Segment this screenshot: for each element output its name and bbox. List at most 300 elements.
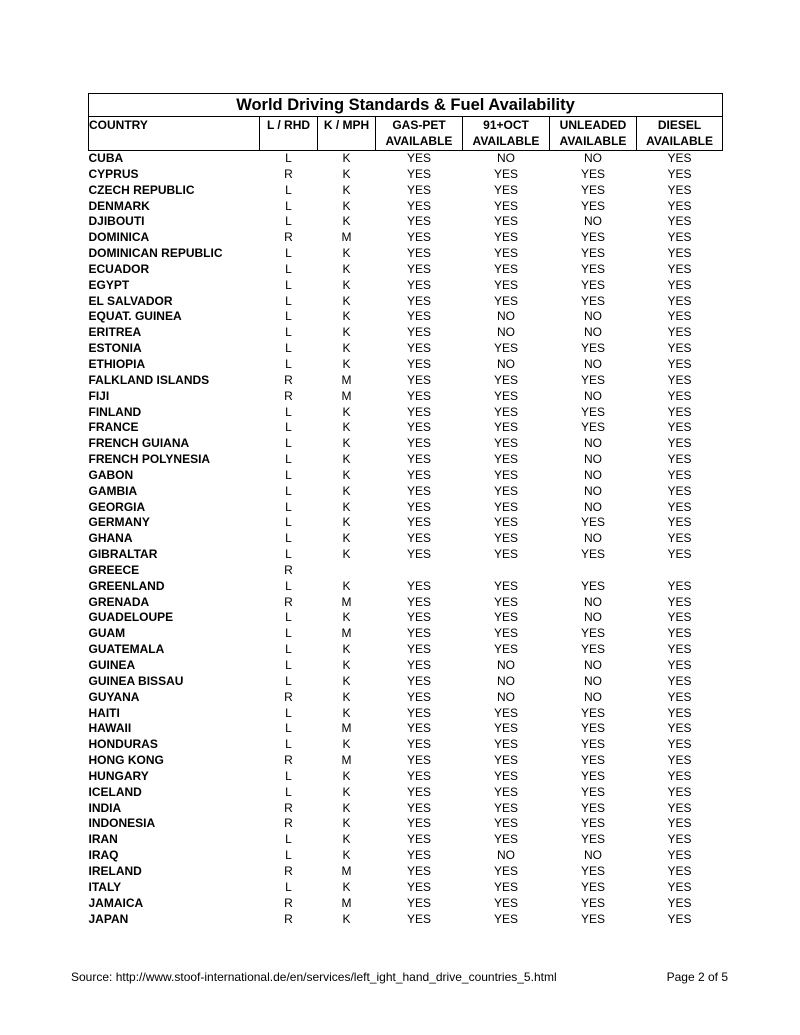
country-cell: HAITI (88, 705, 120, 720)
unleaded-cell: NO (584, 483, 602, 498)
diesel-cell: YES (667, 214, 692, 229)
gaspet-cell: YES (406, 737, 431, 752)
rhd-cell: L (285, 182, 292, 197)
unleaded-cell: NO (584, 151, 602, 165)
diesel-cell: YES (667, 784, 692, 799)
table-row (89, 246, 723, 262)
diesel-cell: YES (667, 372, 692, 387)
kmph-cell: K (342, 182, 351, 197)
oct-cell: YES (493, 753, 518, 768)
table-row (89, 721, 723, 737)
table-row (89, 420, 723, 436)
oct-cell: YES (493, 214, 518, 229)
diesel-cell: YES (667, 151, 692, 165)
rhd-cell: R (284, 816, 293, 831)
rhd-cell: R (284, 689, 293, 704)
unleaded-cell: YES (580, 879, 605, 894)
table-row (89, 294, 723, 310)
table-row (89, 896, 723, 912)
table-row (89, 214, 723, 230)
unleaded-cell: NO (584, 594, 602, 609)
kmph-cell: M (341, 230, 352, 245)
unleaded-cell: YES (580, 182, 605, 197)
diesel-cell: YES (667, 420, 692, 435)
table-row (89, 785, 723, 801)
gaspet-cell: YES (406, 800, 431, 815)
kmph-cell: K (342, 547, 351, 562)
unleaded-cell: NO (584, 658, 602, 672)
gaspet-cell: YES (406, 182, 431, 197)
rhd-cell: L (285, 499, 292, 514)
table-row (89, 880, 723, 896)
gaspet-cell: YES (406, 768, 431, 783)
kmph-cell: K (342, 658, 351, 672)
country-cell: GUADELOUPE (88, 610, 174, 625)
gaspet-cell (376, 563, 463, 579)
unleaded-cell: YES (580, 784, 605, 799)
gaspet-cell: YES (406, 356, 431, 371)
table-row (89, 626, 723, 642)
table-title: World Driving Standards & Fuel Availability (89, 94, 723, 117)
oct-cell: NO (497, 848, 515, 863)
oct-cell (463, 563, 550, 579)
country-cell: GHANA (88, 531, 133, 546)
diesel-cell: YES (667, 277, 692, 292)
unleaded-cell: YES (580, 230, 605, 245)
rhd-cell: R (284, 562, 293, 577)
kmph-cell: K (342, 578, 351, 593)
country-cell: DOMINICAN REPUBLIC (88, 246, 223, 261)
rhd-cell: L (285, 578, 292, 593)
page-number: Page 2 of 5 (666, 970, 728, 984)
table-row (89, 341, 723, 357)
gaspet-cell: YES (406, 578, 431, 593)
table-row (89, 737, 723, 753)
kmph-cell: K (342, 610, 351, 625)
gaspet-cell: YES (406, 467, 431, 482)
table-row (89, 658, 723, 674)
table-row (89, 515, 723, 531)
unleaded-cell: NO (584, 436, 602, 451)
gaspet-cell: YES (406, 277, 431, 292)
gaspet-cell: YES (406, 547, 431, 562)
kmph-cell: K (342, 848, 351, 863)
unleaded-cell: YES (580, 768, 605, 783)
rhd-cell: L (285, 768, 292, 783)
gaspet-cell: YES (406, 151, 431, 165)
gaspet-cell: YES (406, 721, 431, 736)
kmph-cell: K (342, 404, 351, 419)
oct-cell: YES (493, 768, 518, 783)
rhd-cell: L (285, 832, 292, 847)
rhd-cell: L (285, 277, 292, 292)
oct-cell: NO (497, 151, 515, 165)
table-row (89, 405, 723, 421)
table-row (89, 183, 723, 199)
country-cell: EQUAT. GUINEA (88, 309, 182, 324)
kmph-cell: K (342, 499, 351, 514)
table-row (89, 769, 723, 785)
country-cell: GREENLAND (88, 578, 165, 593)
unleaded-cell: YES (580, 863, 605, 878)
kmph-cell: K (342, 166, 351, 181)
country-cell: GRENADA (88, 594, 150, 609)
country-cell: FRENCH POLYNESIA (88, 452, 211, 467)
gaspet-cell: YES (406, 911, 431, 926)
unleaded-cell: NO (584, 610, 602, 625)
gaspet-cell: YES (406, 483, 431, 498)
kmph-cell: K (342, 673, 351, 688)
gaspet-cell: YES (406, 879, 431, 894)
country-cell: IRAQ (88, 848, 119, 863)
country-cell: ICELAND (88, 784, 142, 799)
country-cell: ESTONIA (88, 341, 142, 356)
rhd-cell: R (284, 895, 293, 910)
table-row (89, 912, 723, 928)
diesel-cell: YES (667, 356, 692, 371)
unleaded-cell: YES (580, 800, 605, 815)
kmph-cell (318, 563, 376, 579)
oct-cell: YES (493, 515, 518, 530)
gaspet-cell: YES (406, 658, 431, 672)
oct-cell: NO (497, 673, 515, 688)
diesel-cell: YES (667, 863, 692, 878)
gaspet-cell: YES (406, 832, 431, 847)
kmph-cell: K (342, 768, 351, 783)
oct-cell: YES (493, 436, 518, 451)
diesel-cell: YES (667, 705, 692, 720)
unleaded-cell: YES (580, 420, 605, 435)
rhd-cell: L (285, 420, 292, 435)
kmph-cell: K (342, 293, 351, 308)
rhd-cell: L (285, 293, 292, 308)
gaspet-cell: YES (406, 705, 431, 720)
column-header-unleaded: UNLEADED AVAILABLE (550, 117, 637, 151)
kmph-cell: K (342, 246, 351, 261)
table-row (89, 753, 723, 769)
diesel-cell: YES (667, 483, 692, 498)
gaspet-cell: YES (406, 341, 431, 356)
country-cell: FINLAND (88, 404, 142, 419)
column-header-country: COUNTRY (89, 117, 260, 151)
kmph-cell: K (342, 452, 351, 467)
country-cell: IRELAND (88, 863, 142, 878)
country-cell: FIJI (88, 388, 110, 403)
kmph-cell: K (342, 277, 351, 292)
gaspet-cell: YES (406, 673, 431, 688)
rhd-cell: L (285, 642, 292, 657)
diesel-cell: YES (667, 246, 692, 261)
country-cell: INDIA (88, 800, 122, 815)
column-header-rhd: L / RHD (260, 117, 318, 151)
diesel-cell: YES (667, 689, 692, 704)
rhd-cell: R (284, 800, 293, 815)
gaspet-cell: YES (406, 198, 431, 213)
oct-cell: YES (493, 483, 518, 498)
unleaded-cell: YES (580, 198, 605, 213)
table-row (89, 547, 723, 563)
table-row (89, 595, 723, 611)
footer-source: Source: http://www.stoof-international.de/en/services/left_ight_hand_drive_countries_5.html (71, 970, 557, 984)
diesel-cell: YES (667, 626, 692, 641)
country-cell: DOMINICA (88, 230, 150, 245)
column-header-gaspet: GAS-PET AVAILABLE (376, 117, 463, 151)
gaspet-cell: YES (406, 610, 431, 625)
oct-cell: YES (493, 198, 518, 213)
kmph-cell: K (342, 420, 351, 435)
table-row (89, 816, 723, 832)
gaspet-cell: YES (406, 261, 431, 276)
rhd-cell: L (285, 531, 292, 546)
country-cell: GREECE (88, 562, 140, 577)
unleaded-cell: YES (580, 721, 605, 736)
gaspet-cell: YES (406, 452, 431, 467)
unleaded-cell: YES (580, 246, 605, 261)
table-row (89, 706, 723, 722)
gaspet-cell: YES (406, 246, 431, 261)
rhd-cell: L (285, 325, 292, 340)
gaspet-cell: YES (406, 848, 431, 863)
kmph-cell: M (341, 895, 352, 910)
unleaded-cell: NO (584, 499, 602, 514)
table-row (89, 325, 723, 341)
diesel-cell: YES (667, 230, 692, 245)
oct-cell: YES (493, 642, 518, 657)
oct-cell: YES (493, 531, 518, 546)
kmph-cell: K (342, 515, 351, 530)
oct-cell: YES (493, 832, 518, 847)
diesel-cell: YES (667, 404, 692, 419)
kmph-cell: K (342, 689, 351, 704)
oct-cell: YES (493, 737, 518, 752)
rhd-cell: L (285, 246, 292, 261)
table-row (89, 500, 723, 516)
rhd-cell: L (285, 658, 292, 672)
country-cell: CYPRUS (88, 166, 139, 181)
diesel-cell: YES (667, 436, 692, 451)
table-row (89, 848, 723, 864)
oct-cell: YES (493, 800, 518, 815)
oct-cell: YES (493, 404, 518, 419)
kmph-cell: K (342, 309, 351, 324)
kmph-cell: K (342, 356, 351, 371)
gaspet-cell: YES (406, 404, 431, 419)
gaspet-cell: YES (406, 372, 431, 387)
column-header-91oct: 91+OCT AVAILABLE (463, 117, 550, 151)
country-cell: FALKLAND ISLANDS (88, 372, 210, 387)
oct-cell: YES (493, 182, 518, 197)
country-cell: GABON (88, 467, 134, 482)
kmph-cell: K (342, 325, 351, 340)
oct-cell: YES (493, 705, 518, 720)
kmph-cell: K (342, 879, 351, 894)
unleaded-cell: YES (580, 404, 605, 419)
oct-cell: YES (493, 277, 518, 292)
country-cell: GEORGIA (88, 499, 146, 514)
oct-cell: YES (493, 499, 518, 514)
table-row (89, 468, 723, 484)
diesel-cell: YES (667, 198, 692, 213)
rhd-cell: L (285, 673, 292, 688)
unleaded-cell: NO (584, 689, 602, 704)
diesel-cell: YES (667, 531, 692, 546)
country-cell: FRANCE (88, 420, 139, 435)
gaspet-cell: YES (406, 420, 431, 435)
diesel-cell: YES (667, 737, 692, 752)
diesel-cell: YES (667, 673, 692, 688)
rhd-cell: L (285, 547, 292, 562)
oct-cell: YES (493, 626, 518, 641)
country-cell: INDONESIA (88, 816, 156, 831)
driving-standards-table (88, 93, 723, 927)
unleaded-cell: NO (584, 848, 602, 863)
oct-cell: YES (493, 879, 518, 894)
country-cell: EGYPT (88, 277, 130, 292)
rhd-cell: L (285, 341, 292, 356)
rhd-cell: L (285, 198, 292, 213)
kmph-cell: K (342, 642, 351, 657)
kmph-cell: M (341, 372, 352, 387)
kmph-cell: K (342, 483, 351, 498)
oct-cell: YES (493, 911, 518, 926)
gaspet-cell: YES (406, 309, 431, 324)
rhd-cell: L (285, 483, 292, 498)
rhd-cell: L (285, 404, 292, 419)
diesel-cell: YES (667, 848, 692, 863)
diesel-cell: YES (667, 341, 692, 356)
oct-cell: YES (493, 610, 518, 625)
gaspet-cell: YES (406, 689, 431, 704)
oct-cell: YES (493, 578, 518, 593)
rhd-cell: R (284, 166, 293, 181)
kmph-cell: M (341, 721, 352, 736)
rhd-cell: L (285, 467, 292, 482)
gaspet-cell: YES (406, 166, 431, 181)
diesel-cell: YES (667, 658, 692, 672)
table-row (89, 563, 723, 579)
diesel-cell: YES (667, 578, 692, 593)
gaspet-cell: YES (406, 388, 431, 403)
oct-cell: YES (493, 895, 518, 910)
diesel-cell: YES (667, 800, 692, 815)
country-cell: GERMANY (88, 515, 150, 530)
table-row (89, 151, 723, 167)
country-cell: HUNGARY (88, 768, 149, 783)
unleaded-cell: NO (584, 467, 602, 482)
oct-cell: YES (493, 372, 518, 387)
rhd-cell: R (284, 753, 293, 768)
diesel-cell: YES (667, 610, 692, 625)
table-row (89, 262, 723, 278)
rhd-cell: R (284, 863, 293, 878)
diesel-cell: YES (667, 388, 692, 403)
gaspet-cell: YES (406, 642, 431, 657)
rhd-cell: L (285, 737, 292, 752)
oct-cell: YES (493, 863, 518, 878)
diesel-cell: YES (667, 642, 692, 657)
oct-cell: YES (493, 230, 518, 245)
diesel-cell (637, 563, 723, 579)
gaspet-cell: YES (406, 863, 431, 878)
diesel-cell: YES (667, 293, 692, 308)
unleaded-cell: YES (580, 578, 605, 593)
gaspet-cell: YES (406, 214, 431, 229)
country-cell: GUINEA (88, 658, 136, 672)
rhd-cell: R (284, 388, 293, 403)
table-row (89, 436, 723, 452)
country-cell: DENMARK (88, 198, 150, 213)
unleaded-cell: YES (580, 753, 605, 768)
unleaded-cell: NO (584, 356, 602, 371)
gaspet-cell: YES (406, 436, 431, 451)
country-cell: HONDURAS (88, 737, 158, 752)
unleaded-cell: YES (580, 642, 605, 657)
diesel-cell: YES (667, 879, 692, 894)
diesel-cell: YES (667, 895, 692, 910)
diesel-cell: YES (667, 721, 692, 736)
gaspet-cell: YES (406, 531, 431, 546)
unleaded-cell: YES (580, 372, 605, 387)
kmph-cell: K (342, 214, 351, 229)
rhd-cell: L (285, 879, 292, 894)
kmph-cell: K (342, 261, 351, 276)
table-row (89, 484, 723, 500)
diesel-cell: YES (667, 261, 692, 276)
table-row (89, 278, 723, 294)
kmph-cell: K (342, 911, 351, 926)
kmph-cell: K (342, 800, 351, 815)
rhd-cell: R (284, 230, 293, 245)
table-row (89, 389, 723, 405)
unleaded-cell: YES (580, 547, 605, 562)
kmph-cell: K (342, 737, 351, 752)
gaspet-cell: YES (406, 325, 431, 340)
unleaded-cell: YES (580, 816, 605, 831)
rhd-cell: L (285, 721, 292, 736)
country-cell: ITALY (88, 879, 122, 894)
country-cell: CUBA (88, 151, 124, 165)
oct-cell: YES (493, 388, 518, 403)
country-cell: CZECH REPUBLIC (88, 182, 195, 197)
table-row (89, 690, 723, 706)
country-cell: GUINEA BISSAU (88, 673, 184, 688)
rhd-cell: L (285, 214, 292, 229)
rhd-cell: L (285, 610, 292, 625)
unleaded-cell: NO (584, 325, 602, 340)
unleaded-cell: YES (580, 626, 605, 641)
rhd-cell: L (285, 515, 292, 530)
oct-cell: YES (493, 293, 518, 308)
gaspet-cell: YES (406, 753, 431, 768)
oct-cell: YES (493, 816, 518, 831)
gaspet-cell: YES (406, 895, 431, 910)
country-cell: FRENCH GUIANA (88, 436, 190, 451)
oct-cell: YES (493, 246, 518, 261)
kmph-cell: M (341, 863, 352, 878)
table-row (89, 167, 723, 183)
table-row (89, 357, 723, 373)
country-cell: ECUADOR (88, 261, 150, 276)
diesel-cell: YES (667, 911, 692, 926)
country-cell: HONG KONG (88, 753, 164, 768)
oct-cell: NO (497, 689, 515, 704)
unleaded-cell: NO (584, 531, 602, 546)
oct-cell: NO (497, 325, 515, 340)
unleaded-cell: YES (580, 341, 605, 356)
country-cell: DJIBOUTI (88, 214, 145, 229)
oct-cell: YES (493, 420, 518, 435)
kmph-cell: K (342, 151, 351, 165)
